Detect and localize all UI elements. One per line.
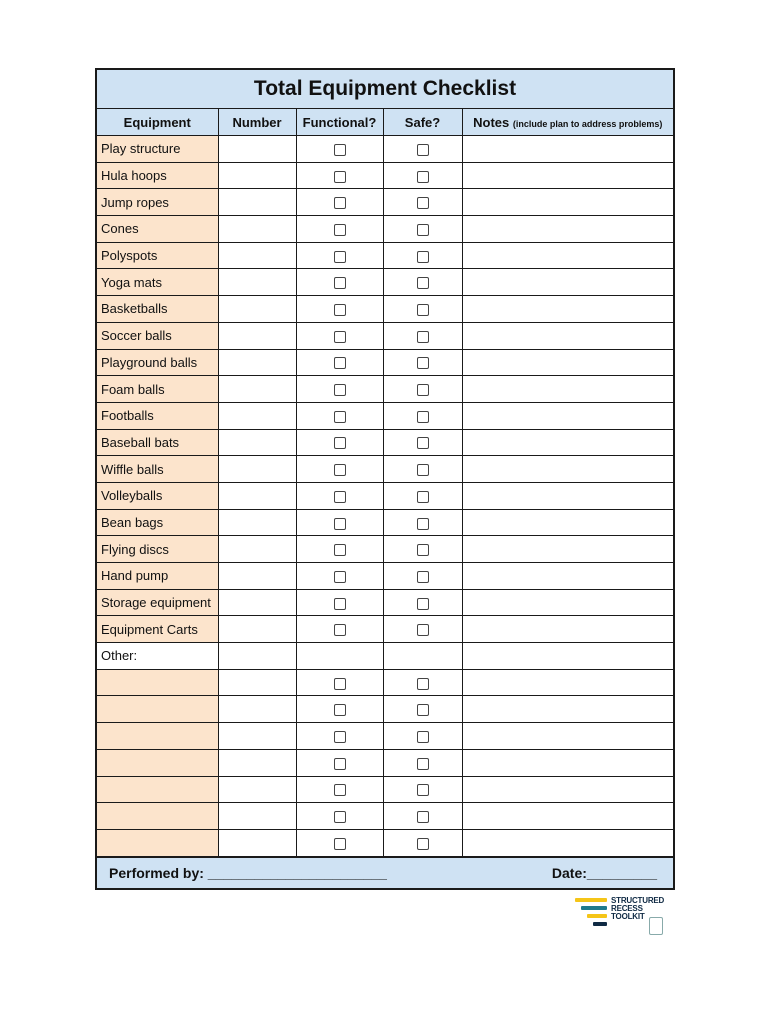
number-cell[interactable]	[218, 563, 296, 590]
table-row	[97, 589, 673, 616]
safe-cell	[383, 189, 462, 216]
number-cell[interactable]	[218, 803, 296, 830]
safe-cell	[383, 322, 462, 349]
functional-cell	[296, 643, 383, 670]
functional-cell	[296, 723, 383, 750]
equipment-name[interactable]	[97, 829, 218, 856]
functional-cell	[296, 696, 383, 723]
functional-cell	[296, 189, 383, 216]
safe-checkbox[interactable]	[417, 544, 429, 556]
logo-bar-teal	[581, 906, 607, 910]
functional-cell	[296, 509, 383, 536]
equipment-name: Yoga mats	[97, 269, 218, 296]
safe-checkbox[interactable]	[417, 571, 429, 583]
safe-checkbox[interactable]	[417, 811, 429, 823]
safe-checkbox[interactable]	[417, 171, 429, 183]
table-row	[97, 509, 673, 536]
number-header: Number	[218, 109, 296, 136]
notes-cell[interactable]	[462, 563, 673, 590]
number-cell[interactable]	[218, 349, 296, 376]
table-row	[97, 322, 673, 349]
functional-cell	[296, 429, 383, 456]
table-row	[97, 536, 673, 563]
notes-cell[interactable]	[462, 162, 673, 189]
building-icon	[649, 917, 663, 935]
safe-cell	[383, 482, 462, 509]
safe-cell	[383, 669, 462, 696]
number-cell[interactable]	[218, 616, 296, 643]
equipment-name: Basketballs	[97, 296, 218, 323]
table-row	[97, 349, 673, 376]
safe-cell	[383, 563, 462, 590]
table-row	[97, 616, 673, 643]
functional-checkbox[interactable]	[334, 811, 346, 823]
number-cell[interactable]	[218, 669, 296, 696]
equipment-name: Baseball bats	[97, 429, 218, 456]
safe-header: Safe?	[383, 109, 462, 136]
functional-checkbox[interactable]	[334, 171, 346, 183]
logo-line-3: TOOLKIT	[611, 912, 645, 921]
table-row	[97, 162, 673, 189]
equipment-name: Hula hoops	[97, 162, 218, 189]
checklist-table	[97, 109, 673, 857]
safe-cell	[383, 429, 462, 456]
functional-cell	[296, 349, 383, 376]
notes-cell[interactable]	[462, 776, 673, 803]
number-cell[interactable]	[218, 696, 296, 723]
safe-checkbox[interactable]	[417, 304, 429, 316]
table-row	[97, 296, 673, 323]
table-row	[97, 482, 673, 509]
safe-checkbox[interactable]	[417, 331, 429, 343]
functional-cell	[296, 136, 383, 163]
blank-row	[97, 776, 673, 803]
safe-checkbox[interactable]	[417, 624, 429, 636]
functional-checkbox[interactable]	[334, 277, 346, 289]
safe-cell	[383, 509, 462, 536]
functional-checkbox[interactable]	[334, 838, 346, 850]
number-cell[interactable]	[218, 296, 296, 323]
table-row	[97, 429, 673, 456]
equipment-name[interactable]	[97, 803, 218, 830]
notes-header	[462, 109, 673, 136]
notes-cell[interactable]	[462, 536, 673, 563]
functional-checkbox[interactable]	[334, 731, 346, 743]
number-cell[interactable]	[218, 749, 296, 776]
table-row	[97, 242, 673, 269]
notes-cell[interactable]	[462, 269, 673, 296]
notes-cell[interactable]	[462, 616, 673, 643]
safe-cell	[383, 269, 462, 296]
equipment-name: Equipment Carts	[97, 616, 218, 643]
notes-cell[interactable]	[462, 482, 673, 509]
functional-cell	[296, 456, 383, 483]
equipment-name: Footballs	[97, 402, 218, 429]
blank-row	[97, 829, 673, 856]
functional-checkbox[interactable]	[334, 197, 346, 209]
table-row	[97, 216, 673, 243]
page-title: Total Equipment Checklist	[97, 70, 673, 109]
logo-bar-navy	[593, 922, 607, 926]
table-row	[97, 269, 673, 296]
number-cell[interactable]	[218, 429, 296, 456]
table-row	[97, 376, 673, 403]
functional-checkbox[interactable]	[334, 491, 346, 503]
functional-checkbox[interactable]	[334, 331, 346, 343]
notes-cell[interactable]	[462, 402, 673, 429]
functional-cell	[296, 296, 383, 323]
safe-checkbox[interactable]	[417, 518, 429, 530]
equipment-name: Flying discs	[97, 536, 218, 563]
blank-row	[97, 749, 673, 776]
notes-cell[interactable]	[462, 749, 673, 776]
safe-cell	[383, 136, 462, 163]
functional-header: Functional?	[296, 109, 383, 136]
functional-cell	[296, 162, 383, 189]
safe-checkbox[interactable]	[417, 758, 429, 770]
number-cell[interactable]	[218, 216, 296, 243]
notes-cell[interactable]	[462, 829, 673, 856]
equipment-name: Wiffle balls	[97, 456, 218, 483]
equipment-name: Soccer balls	[97, 322, 218, 349]
safe-cell	[383, 749, 462, 776]
functional-checkbox[interactable]	[334, 704, 346, 716]
other-label: Other:	[97, 643, 218, 670]
safe-cell	[383, 162, 462, 189]
safe-checkbox[interactable]	[417, 838, 429, 850]
checklist-rows	[97, 136, 673, 857]
number-cell[interactable]	[218, 136, 296, 163]
logo-line-2: RECESS	[611, 904, 643, 913]
number-cell[interactable]	[218, 456, 296, 483]
safe-cell	[383, 723, 462, 750]
equipment-name[interactable]	[97, 669, 218, 696]
number-cell[interactable]	[218, 242, 296, 269]
safe-checkbox[interactable]	[417, 384, 429, 396]
safe-cell	[383, 829, 462, 856]
other-row	[97, 643, 673, 670]
notes-cell[interactable]	[462, 136, 673, 163]
table-row	[97, 189, 673, 216]
logo-bar-yellow-2	[587, 914, 607, 918]
notes-cell[interactable]	[462, 669, 673, 696]
equipment-name: Storage equipment	[97, 589, 218, 616]
functional-checkbox[interactable]	[334, 678, 346, 690]
equipment-name: Foam balls	[97, 376, 218, 403]
number-cell[interactable]	[218, 829, 296, 856]
functional-checkbox[interactable]	[334, 571, 346, 583]
number-cell[interactable]	[218, 509, 296, 536]
functional-cell	[296, 322, 383, 349]
functional-checkbox[interactable]	[334, 144, 346, 156]
safe-checkbox[interactable]	[417, 731, 429, 743]
safe-checkbox[interactable]	[417, 411, 429, 423]
functional-cell	[296, 776, 383, 803]
number-cell[interactable]	[218, 162, 296, 189]
table-row	[97, 456, 673, 483]
table-row	[97, 136, 673, 163]
date-field[interactable]: Date:_________	[551, 864, 657, 881]
number-cell[interactable]	[218, 269, 296, 296]
functional-cell	[296, 216, 383, 243]
number-cell[interactable]	[218, 589, 296, 616]
safe-checkbox[interactable]	[417, 491, 429, 503]
safe-cell	[383, 776, 462, 803]
functional-cell	[296, 269, 383, 296]
safe-checkbox[interactable]	[417, 277, 429, 289]
equipment-name[interactable]	[97, 776, 218, 803]
safe-cell	[383, 296, 462, 323]
functional-checkbox[interactable]	[334, 598, 346, 610]
functional-checkbox[interactable]	[334, 304, 346, 316]
number-cell[interactable]	[218, 322, 296, 349]
functional-cell	[296, 829, 383, 856]
equipment-name: Playground balls	[97, 349, 218, 376]
functional-checkbox[interactable]	[334, 624, 346, 636]
notes-cell[interactable]	[462, 376, 673, 403]
safe-cell	[383, 349, 462, 376]
notes-cell[interactable]	[462, 349, 673, 376]
functional-checkbox[interactable]	[334, 784, 346, 796]
safe-checkbox[interactable]	[417, 784, 429, 796]
notes-cell[interactable]	[462, 589, 673, 616]
safe-checkbox[interactable]	[417, 464, 429, 476]
structured-recess-toolkit-logo	[575, 895, 675, 937]
header-row	[97, 109, 673, 136]
number-cell[interactable]	[218, 402, 296, 429]
safe-checkbox[interactable]	[417, 437, 429, 449]
functional-cell	[296, 402, 383, 429]
number-cell[interactable]	[218, 189, 296, 216]
functional-checkbox[interactable]	[334, 251, 346, 263]
safe-cell	[383, 643, 462, 670]
number-cell[interactable]	[218, 536, 296, 563]
functional-cell	[296, 803, 383, 830]
equipment-checklist-form	[95, 68, 675, 890]
number-cell[interactable]	[218, 776, 296, 803]
notes-cell[interactable]	[462, 509, 673, 536]
functional-cell	[296, 536, 383, 563]
safe-checkbox[interactable]	[417, 678, 429, 690]
functional-cell	[296, 376, 383, 403]
notes-cell[interactable]	[462, 696, 673, 723]
notes-cell[interactable]	[462, 723, 673, 750]
functional-cell	[296, 242, 383, 269]
functional-cell	[296, 563, 383, 590]
equipment-name: Play structure	[97, 136, 218, 163]
notes-cell[interactable]	[462, 242, 673, 269]
functional-cell	[296, 589, 383, 616]
notes-cell[interactable]	[462, 296, 673, 323]
footer-bar	[97, 857, 673, 888]
functional-checkbox[interactable]	[334, 411, 346, 423]
blank-row	[97, 803, 673, 830]
performed-by-field[interactable]: Performed by: _______________________	[109, 864, 387, 881]
notes-header-label: Notes	[473, 114, 510, 130]
functional-checkbox[interactable]	[334, 544, 346, 556]
functional-checkbox[interactable]	[334, 464, 346, 476]
safe-cell	[383, 589, 462, 616]
blank-row	[97, 723, 673, 750]
equipment-name: Volleyballs	[97, 482, 218, 509]
number-cell[interactable]	[218, 376, 296, 403]
equipment-name[interactable]	[97, 723, 218, 750]
notes-cell[interactable]	[462, 643, 673, 670]
functional-cell	[296, 669, 383, 696]
safe-cell	[383, 803, 462, 830]
safe-checkbox[interactable]	[417, 197, 429, 209]
number-cell[interactable]	[218, 643, 296, 670]
equipment-header: Equipment	[97, 109, 218, 136]
safe-cell	[383, 696, 462, 723]
table-row	[97, 563, 673, 590]
safe-cell	[383, 536, 462, 563]
notes-cell[interactable]	[462, 456, 673, 483]
functional-checkbox[interactable]	[334, 758, 346, 770]
functional-cell	[296, 482, 383, 509]
logo-line-1: STRUCTURED	[611, 896, 665, 905]
blank-row	[97, 669, 673, 696]
safe-checkbox[interactable]	[417, 357, 429, 369]
notes-header-hint: (include plan to address problems)	[512, 118, 663, 129]
safe-cell	[383, 376, 462, 403]
equipment-name: Hand pump	[97, 563, 218, 590]
equipment-name: Jump ropes	[97, 189, 218, 216]
notes-cell[interactable]	[462, 189, 673, 216]
functional-checkbox[interactable]	[334, 384, 346, 396]
notes-cell[interactable]	[462, 803, 673, 830]
safe-checkbox[interactable]	[417, 704, 429, 716]
notes-cell[interactable]	[462, 322, 673, 349]
blank-row	[97, 696, 673, 723]
safe-cell	[383, 216, 462, 243]
equipment-name: Polyspots	[97, 242, 218, 269]
functional-checkbox[interactable]	[334, 437, 346, 449]
number-cell[interactable]	[218, 723, 296, 750]
equipment-name: Bean bags	[97, 509, 218, 536]
equipment-name[interactable]	[97, 696, 218, 723]
logo-bar-yellow	[575, 898, 607, 902]
safe-cell	[383, 242, 462, 269]
safe-cell	[383, 456, 462, 483]
functional-checkbox[interactable]	[334, 224, 346, 236]
notes-cell[interactable]	[462, 216, 673, 243]
safe-checkbox[interactable]	[417, 598, 429, 610]
functional-cell	[296, 616, 383, 643]
safe-cell	[383, 402, 462, 429]
functional-checkbox[interactable]	[334, 357, 346, 369]
notes-cell[interactable]	[462, 429, 673, 456]
functional-checkbox[interactable]	[334, 518, 346, 530]
functional-cell	[296, 749, 383, 776]
safe-cell	[383, 616, 462, 643]
table-row	[97, 402, 673, 429]
number-cell[interactable]	[218, 482, 296, 509]
equipment-name: Cones	[97, 216, 218, 243]
safe-checkbox[interactable]	[417, 251, 429, 263]
safe-checkbox[interactable]	[417, 224, 429, 236]
equipment-name[interactable]	[97, 749, 218, 776]
safe-checkbox[interactable]	[417, 144, 429, 156]
